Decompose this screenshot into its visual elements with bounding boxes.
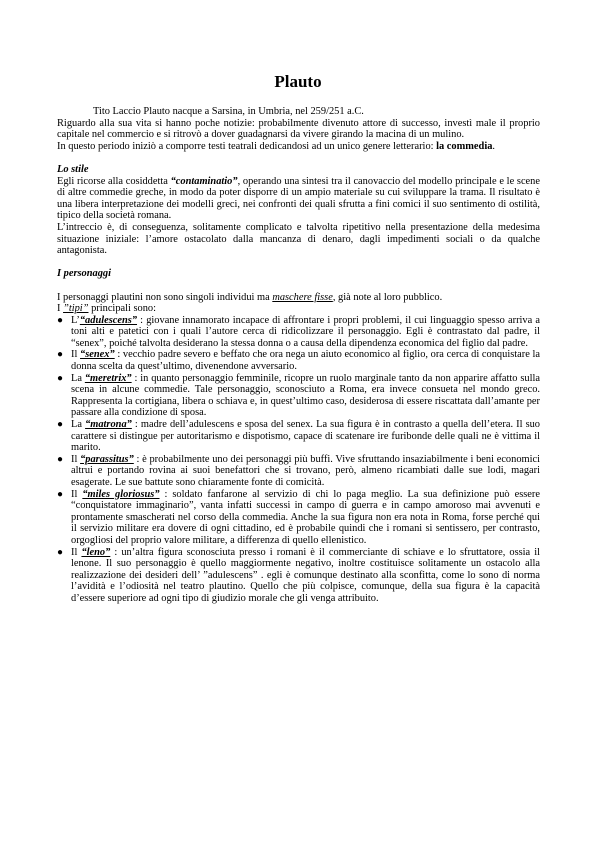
genre-term: la commedia: [436, 140, 493, 152]
section-heading-personaggi: I personaggi: [57, 268, 111, 280]
bullet-icon: ●: [57, 314, 64, 326]
item-text: : soldato fanfarone al servizio di chi lo paga meglio. La sua definizione può essere “conquistatore immaginario”, vanta infatti successi in campo di guerra e in campo amoroso mai avvenuti e prontamente smascherati nel corso della commedia. Anche la sua figura non era nota in Roma, forse perché qui il servizio militare era dovere di ogni cittadino, ed è probabile quindi che i romani si sentissero, per contrasto, orgogliosi del proprio valore militare, a differenza di quello ellenistico.: [71, 488, 540, 546]
intro-paragraph-3-end: .: [492, 140, 496, 152]
item-prefix: La: [71, 419, 86, 431]
personaggi-p2-rest: principali sono:: [88, 303, 157, 315]
intro-paragraph-2: Riguardo alla sua vita si hanno poche notizie: probabilmente divenuto attore di successo, investì male il proprio capitale nel commercio e si ritrovò a dover guadagnarsi da vivere girando la macina di un mulino.: [57, 117, 540, 141]
item-prefix: La: [71, 372, 85, 384]
personaggi-paragraph-2: [57, 303, 540, 315]
character-term: “senex”: [80, 349, 115, 361]
stile-paragraph-1: [57, 176, 540, 222]
personaggi-p1-text: I personaggi plautini non sono singoli individui ma: [57, 291, 273, 303]
item-prefix: Il: [71, 349, 81, 361]
character-term: “meretrix”: [84, 372, 132, 384]
stile-p1-text: Egli ricorse alla cosiddetta: [57, 175, 171, 187]
intro-paragraph-3-text: In questo periodo iniziò a comporre testi teatrali dedicandosi ad un unico genere letterario:: [57, 140, 437, 152]
document-body: [57, 106, 540, 605]
intro-paragraph-3: [57, 141, 540, 153]
personaggi-p2-text: I: [57, 303, 64, 315]
list-item: [57, 489, 540, 547]
item-text: : vecchio padre severo e beffato che ora nega un aiuto economico al figlio, ora cerca di conquistare la donna scelta da quest’ultimo, divenendone avversario.: [71, 349, 540, 373]
intro-paragraph-1: Tito Laccio Plauto nacque a Sarsina, in Umbria, nel 259/251 a.C.: [93, 106, 364, 117]
item-text: : madre dell’adulescens e sposa del senex. La sua figura è in contrasto a quella dell’etera. Il suo carattere si distingue per autoritarismo e dispotismo, capace di scatenare ire furibonde delle quali ne è vittima il marito.: [71, 419, 541, 454]
item-text: : è probabilmente uno dei personaggi più buffi. Vive sfruttando insaziabilmente i beni economici altrui e portando rovina ai suoi benefattori che si trovano, però, almeno ricambiati dalle sue lodi, magari esagerate. Le sue battute sono chiaramente fonte di comicità.: [71, 453, 540, 488]
character-term: “matrona”: [85, 419, 132, 431]
character-term: “parassitus”: [80, 453, 134, 465]
bullet-icon: ●: [57, 488, 64, 500]
list-item: [57, 349, 540, 372]
bullet-icon: ●: [57, 372, 64, 384]
item-prefix: L’: [71, 314, 80, 326]
item-prefix: Il: [71, 453, 81, 465]
character-term: “adulescens”: [79, 314, 138, 326]
character-term: “leno”: [81, 546, 111, 558]
bullet-icon: ●: [57, 453, 64, 465]
tipi-term: ”tipi”: [63, 303, 89, 315]
item-text: : giovane innamorato incapace di affrontare i propri problemi, il cui linguaggio spesso arriva a toni alti e patetici con i quali l’autore cerca di ridicolizzare il personaggio. Egli è contrastato dal padre, il “senex”, poiché talvolta desiderano la stessa donna o a causa della dipendenza economica del figlio dal padre.: [71, 314, 540, 349]
stile-paragraph-2: L’intreccio è, di conseguenza, solitamente complicato e talvolta ripetitivo nella presentazione della medesima situazione iniziale: l’amore ostacolato dalla mancanza di denaro, dagli impedimenti sociali o da qualche antagonista.: [57, 221, 540, 257]
contaminatio-term: “contaminatio”: [170, 175, 238, 187]
section-heading-stile: Lo stile: [57, 163, 89, 175]
maschere-fisse-term: maschere fisse: [272, 291, 333, 303]
list-item: [57, 454, 540, 489]
list-item: [57, 419, 540, 454]
page-title: Plauto: [274, 72, 322, 91]
item-text: : un’altra figura sconosciuta presso i romani è il commerciante di schiave e lo sfruttatore, ossia il lenone. Il suo personaggio è quello maggiormente negativo, inoltre costituisce solitamente un ostacolo alla realizzazione dei desideri dell’ ”adulescens” . egli è comunque destinato alla sconfitta, come lo sono di norma l’avidità e l’odiosità nel teatro plautino. Quello che più colpisce, comunque, della sua figura è la capacità d’essere superiore ad ogni tipo di giudizio morale che gli venga attribuito.: [71, 546, 541, 604]
item-prefix: Il: [71, 488, 83, 500]
character-term: “miles gloriosus”: [82, 488, 160, 500]
item-text: : in quanto personaggio femminile, ricopre un ruolo marginale tanto da non apparire affatto sulla scena in alcune commedie. Tale personaggio, sconosciuto a Roma, era invece consueta nel mondo greco. Rappresenta la cortigiana, libera o schiava e, in quest’ultimo caso, desiderosa di essere riscattata dall’amante per passare alla condizione di sposa.: [71, 372, 540, 419]
personaggi-paragraph-1: [57, 292, 540, 304]
stile-p1-rest: , operando una sintesi tra il canovaccio del modello principale e le scene di altre commedie greche, in modo da poter disporre di un ampio materiale su cui sviluppare la trama. Il risultato è una libera interpretazione dei modelli greci, nei confronti dei quali sfrutta a fini comici il suo sentimento di ostilità, tipico della società romana.: [57, 175, 540, 222]
list-item: [57, 373, 540, 419]
bullet-icon: ●: [57, 419, 64, 431]
character-types-list: [57, 315, 540, 605]
personaggi-p1-rest: , già note al loro pubblico.: [332, 291, 443, 303]
list-item: [57, 547, 540, 605]
bullet-icon: ●: [57, 546, 64, 558]
list-item: [57, 315, 540, 350]
item-prefix: Il: [71, 546, 82, 558]
bullet-icon: ●: [57, 349, 64, 361]
